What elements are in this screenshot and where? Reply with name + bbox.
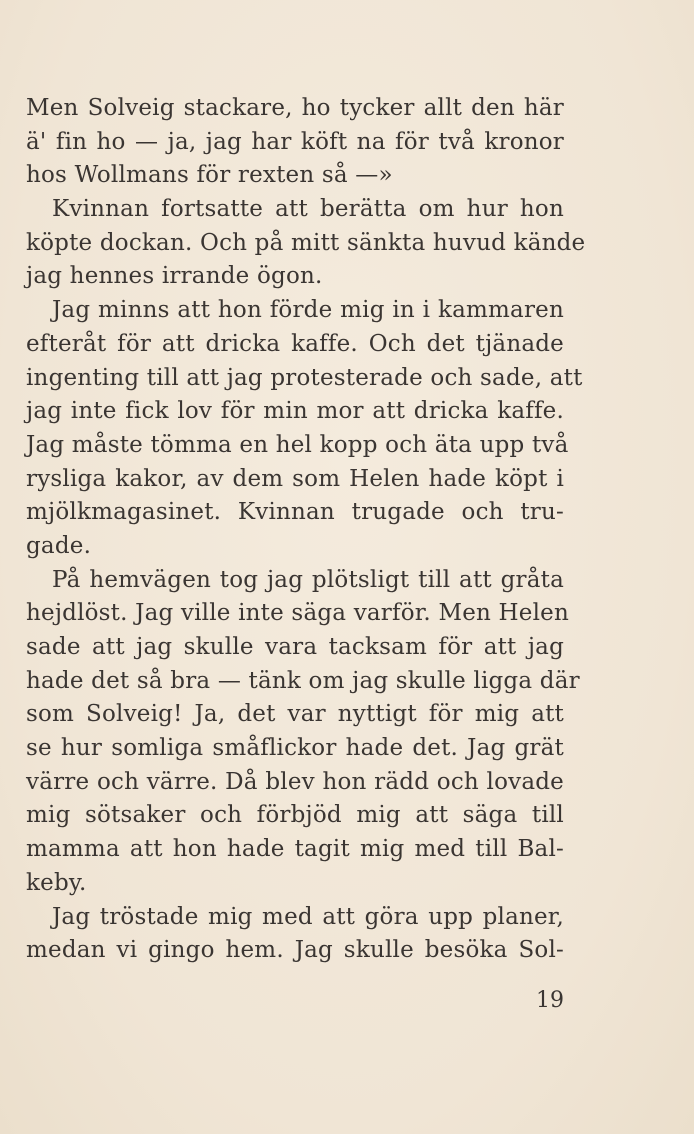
text-line: Jag måste tömma en hel kopp och äta upp två — [26, 431, 569, 458]
text-line: hejdlöst. Jag ville inte säga varför. Men Helen — [26, 600, 569, 627]
text-line: köpte dockan. Och på mitt sänkta huvud kände — [26, 229, 586, 256]
text-line: jag inte fick lov för min mor att dricka kaffe. — [26, 398, 564, 425]
text-line: rysliga kakor, av dem som Helen hade köpt i — [26, 465, 564, 492]
text-line: efteråt för att dricka kaffe. Och det tjänade — [26, 330, 564, 357]
text-line: jag hennes irrande ögon. — [26, 263, 323, 290]
text-line: Men Solveig stackare, ho tycker allt den här — [26, 95, 564, 121]
text-line: mig sötsaker och förbjöd mig att säga till — [26, 802, 564, 829]
page-number: 19 — [536, 988, 564, 1013]
text-line: mamma att hon hade tagit mig med till Bal- — [26, 836, 564, 863]
text-line: hos Wollmans för rexten så —» — [26, 162, 393, 189]
body-text — [26, 92, 586, 968]
text-line: hade det så bra — tänk om jag skulle ligga där — [26, 667, 580, 694]
text-line: ä' fin ho — ja, jag har köft na för två kronor — [26, 128, 564, 155]
text-line: se hur somliga småflickor hade det. Jag grät — [26, 735, 564, 762]
text-line: som Solveig! Ja, det var nyttigt för mig att — [26, 701, 564, 728]
text-line: Jag minns att hon förde mig in i kammaren — [52, 297, 564, 324]
text-line: Kvinnan fortsatte att berätta om hur hon — [52, 196, 564, 223]
text-line: värre och värre. Då blev hon rädd och lovade — [26, 768, 564, 795]
text-line: Jag tröstade mig med att göra upp planer, — [52, 903, 564, 930]
text-line: medan vi gingo hem. Jag skulle besöka Sol- — [26, 937, 564, 964]
text-line: mjölkmagasinet. Kvinnan trugade och tru- — [26, 499, 564, 526]
text-line: ingenting till att jag protesterade och sade, att — [26, 364, 583, 391]
text-line: keby. — [26, 869, 87, 896]
text-line: På hemvägen tog jag plötsligt till att gråta — [52, 566, 564, 593]
text-line: gade. — [26, 532, 92, 559]
text-line: sade att jag skulle vara tacksam för att jag — [26, 634, 564, 660]
